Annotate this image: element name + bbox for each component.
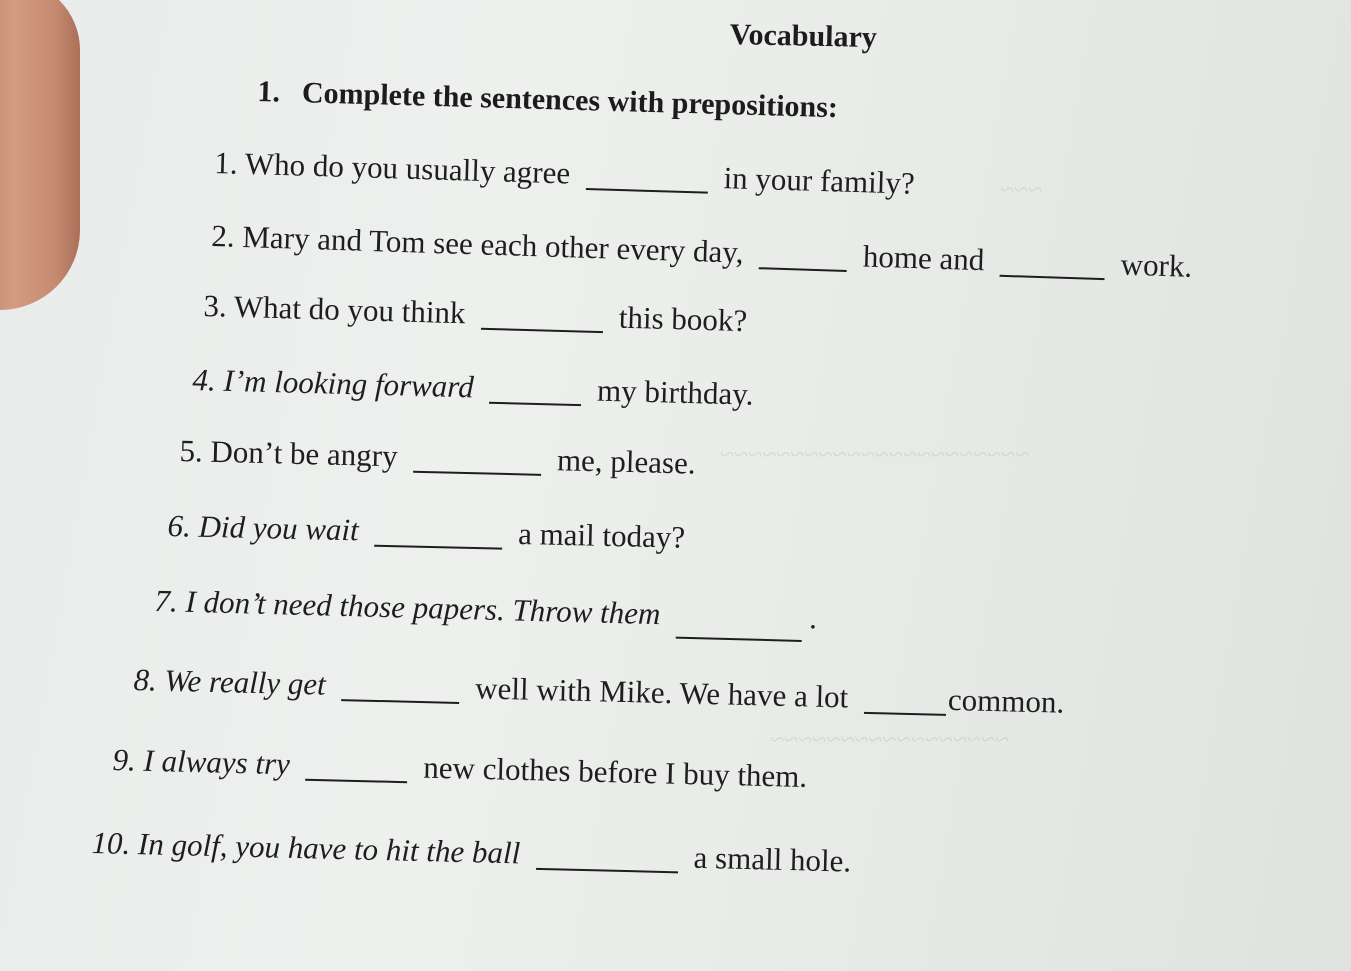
sentence-text-after: a mail today? xyxy=(517,515,686,555)
sentence-text-after: work. xyxy=(1120,246,1193,284)
answer-blank[interactable] xyxy=(481,327,603,333)
sentence-text-after: me, please. xyxy=(556,442,697,481)
sentence-text-after: new clothes before I buy them. xyxy=(422,749,808,794)
sentence-text-before: I’m looking forward xyxy=(223,362,475,405)
sentence-period: . xyxy=(809,600,819,636)
exercise-instruction xyxy=(257,75,838,125)
sentence-number: 2. xyxy=(210,218,236,254)
answer-blank[interactable] xyxy=(341,698,459,704)
sentence-10 xyxy=(91,825,851,880)
exercise-number: 1. xyxy=(257,75,281,109)
sentence-text-mid: well with Mike. We have a lot xyxy=(474,670,849,715)
sentence-text-before: In golf, you have to hit the ball xyxy=(137,826,521,871)
answer-blank[interactable] xyxy=(413,470,541,476)
sentence-9 xyxy=(112,742,807,795)
sentence-text-after: this book? xyxy=(618,299,748,339)
sentence-number: 5. xyxy=(179,433,204,469)
sentence-number: 7. xyxy=(154,583,179,619)
sentence-number: 8. xyxy=(133,662,158,698)
sentence-text-before: What do you think xyxy=(233,288,466,331)
sentence-3 xyxy=(203,288,748,339)
sentence-number: 9. xyxy=(112,742,137,778)
sentence-text-after: in your family? xyxy=(723,160,916,201)
show-through-text: ~~~~~~~~~~~~~~~~~~~~~~ xyxy=(720,440,1030,469)
sentence-number: 1. xyxy=(213,145,239,181)
sentence-number: 3. xyxy=(203,288,228,324)
sentence-text-before: Who do you usually agree xyxy=(244,145,571,191)
page-title: Vocabulary xyxy=(729,18,878,55)
sentence-text-before: Mary and Tom see each other every day, xyxy=(241,218,745,270)
sentence-text-before: I always try xyxy=(143,742,291,782)
answer-blank[interactable] xyxy=(374,544,502,550)
answer-blank[interactable] xyxy=(1000,274,1105,280)
thumb xyxy=(0,0,80,310)
sentence-7 xyxy=(154,583,818,636)
sentence-text-mid: home and xyxy=(862,238,985,278)
answer-blank[interactable] xyxy=(864,711,946,716)
sentence-6 xyxy=(167,508,685,556)
sentence-4 xyxy=(192,362,754,413)
answer-blank[interactable] xyxy=(759,266,847,272)
sentence-8 xyxy=(133,662,1065,721)
sentence-text-after: a small hole. xyxy=(693,839,852,879)
answer-blank[interactable] xyxy=(585,187,707,194)
answer-blank[interactable] xyxy=(305,778,407,783)
sentence-number: 6. xyxy=(167,508,192,544)
answer-blank[interactable] xyxy=(536,867,678,873)
sentence-number: 4. xyxy=(192,362,217,398)
sentence-text-after: common. xyxy=(947,681,1065,720)
answer-blank[interactable] xyxy=(675,636,801,642)
sentence-1 xyxy=(214,145,915,202)
answer-blank[interactable] xyxy=(489,401,581,406)
show-through-text: ~~~~~~~~~~~~~~~~~ xyxy=(770,725,1010,754)
sentence-2 xyxy=(211,218,1193,285)
sentence-text-before: I don’t need those papers. Throw them xyxy=(185,583,661,632)
sentence-number: 10. xyxy=(91,825,131,861)
sentence-text-before: Did you wait xyxy=(198,508,360,548)
sentence-text-before: Don’t be angry xyxy=(210,433,399,474)
sentence-text-after: my birthday. xyxy=(596,372,755,412)
sentence-text-before: We really get xyxy=(164,662,327,702)
show-through-text: ~~~ xyxy=(1000,175,1043,204)
sentence-5 xyxy=(179,433,696,482)
exercise-instruction-text: Complete the sentences with prepositions: xyxy=(301,76,839,125)
